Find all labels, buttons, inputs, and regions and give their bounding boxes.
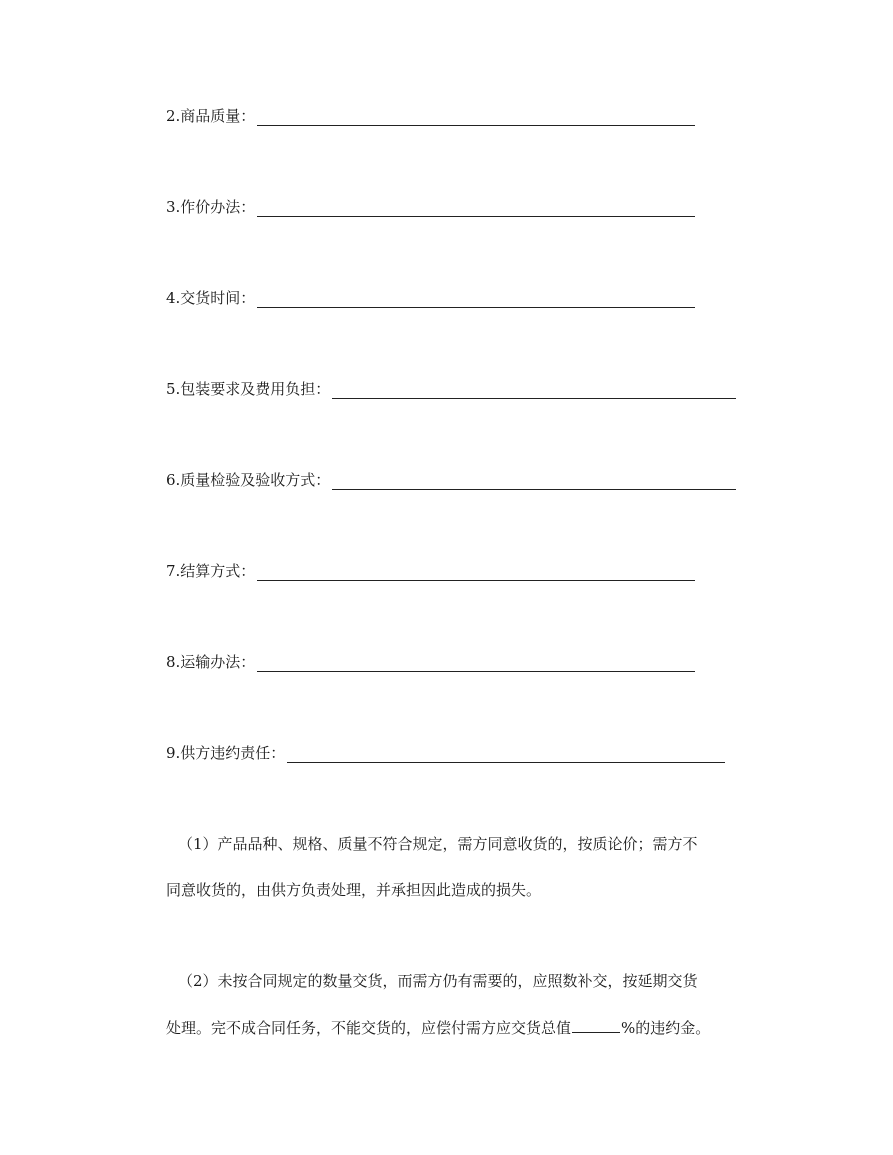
field-settlement-method bbox=[166, 561, 695, 581]
field-label: 8.运输办法： bbox=[166, 653, 256, 671]
clause-2-line-2 bbox=[166, 1017, 710, 1038]
field-delivery-time bbox=[166, 288, 695, 308]
clause-2-text-after: %的违约金。 bbox=[621, 1019, 711, 1037]
fill-in-blank[interactable] bbox=[332, 380, 736, 399]
field-label: 6.质量检验及验收方式： bbox=[166, 471, 331, 489]
fill-in-blank[interactable] bbox=[332, 471, 736, 490]
fill-in-blank[interactable] bbox=[257, 107, 695, 126]
field-pricing-method bbox=[166, 197, 695, 217]
fill-in-blank[interactable] bbox=[257, 289, 695, 308]
field-label: 3.作价办法： bbox=[166, 198, 256, 216]
clause-1-line-2: 同意收货的，由供方负责处理，并承担因此造成的损失。 bbox=[166, 881, 542, 899]
field-label: 4.交货时间： bbox=[166, 289, 256, 307]
field-label: 2.商品质量： bbox=[166, 107, 256, 125]
fill-in-blank[interactable] bbox=[257, 198, 695, 217]
clause-2-line-1: （2）未按合同规定的数量交货，而需方仍有需要的，应照数补交，按延期交货 bbox=[178, 972, 698, 990]
field-packaging-requirements bbox=[166, 379, 736, 399]
fill-in-blank[interactable] bbox=[287, 744, 725, 763]
field-label: 9.供方违约责任： bbox=[166, 744, 286, 762]
field-label: 7.结算方式： bbox=[166, 562, 256, 580]
field-supplier-liability bbox=[166, 743, 725, 763]
field-transport-method bbox=[166, 652, 695, 672]
clause-1-line-1: （1）产品品种、规格、质量不符合规定，需方同意收货的，按质论价；需方不 bbox=[178, 835, 698, 853]
fill-in-blank[interactable] bbox=[257, 653, 695, 672]
field-product-quality bbox=[166, 106, 695, 126]
field-quality-inspection bbox=[166, 470, 736, 490]
field-label: 5.包装要求及费用负担： bbox=[166, 380, 331, 398]
percentage-blank[interactable] bbox=[572, 1018, 620, 1033]
fill-in-blank[interactable] bbox=[257, 562, 695, 581]
clause-2-text-before: 处理。完不成合同任务，不能交货的，应偿付需方应交货总值 bbox=[166, 1019, 572, 1037]
